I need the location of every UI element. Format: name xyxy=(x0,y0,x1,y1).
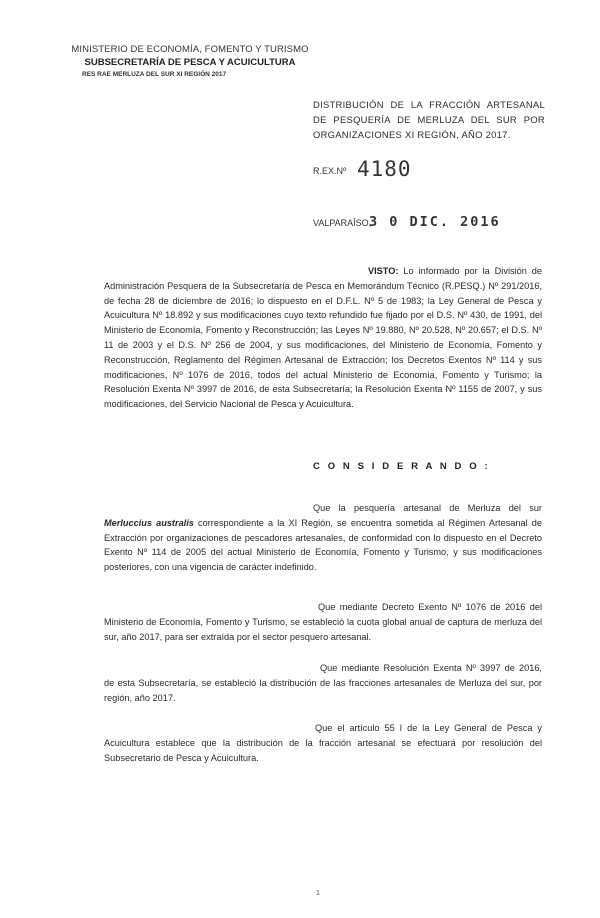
considerando-paragraph-1 xyxy=(104,501,542,575)
considerando-1-text: correspondiente a la XI Región, se encuentra sometida al Régimen Artesanal de Extracción por organizaciones de pescadores artesanales, de conformidad con lo dispuesto en el Decreto Exento Nº 114 de 2005 del actual Ministerio de Economía, Fomento y Turismo, y sus modificaciones posteriores, con una vigencia de carácter indefinido. xyxy=(104,517,542,573)
resolution-label: R.EX.Nº xyxy=(313,166,347,176)
considerando-paragraph-4 xyxy=(104,721,542,765)
considerando-3-text: de esta Subsecretaría, se estableció la distribución de las fracciones artesanales de Merluza del sur, por región, año 2017. xyxy=(104,677,542,703)
ministry-name: MINISTERIO DE ECONOMÍA, FOMENTO Y TURISMO xyxy=(71,44,309,55)
document-reference: RES RAE MERLUZA DEL SUR XI REGIÓN 2017 xyxy=(82,71,227,78)
considerando-4-text: Acuicultura establece que la distribución de la fracción artesanal se efectuará por resolución del Subsecretario de Pesca y Acuicultura. xyxy=(104,737,542,763)
page-number: 1 xyxy=(316,890,320,897)
letterhead xyxy=(60,44,320,78)
resolution-number: 4180 xyxy=(357,157,412,181)
visto-text: Lo informado por la División de Administración Pesquera de la Subsecretaría de Pesca en Memorándum Técnico (R.PESQ.) Nº 291/2016, de fecha 28 de diciembre de 2016; lo dispuesto en el D.F.L. Nº 5 de 1983; la Ley General de Pesca y Acuicultura Nº 18.892 y sus modificaciones cuyo texto refundido fue fijado por el D.S. Nº 430, de 1991, del Ministerio de Economía, Fomento y Reconstrucción; las Leyes Nº 19.880, Nº 20.528, Nº 20.657; el D.S. Nº 11 de 2003 y el D.S. Nº 256 de 2004, y sus modificaciones, del Ministerio de Economía, Fomento y Reconstrucción, Reglamento del Régimen Artesanal de Extracción; los Decretos Exentos Nº 114 y sus modificaciones, Nº 1076 de 2016, todos del actual Ministerio de Economía, Fomento y Turismo; la Resolución Exenta Nº 3997 de 2016, de esta Subsecretaría; la Resolución Exenta Nº 1155 de 2007, y sus modificaciones, del Servicio Nacional de Pesca y Acuicultura. xyxy=(104,266,543,410)
considerando-heading: C O N S I D E R A N D O : xyxy=(313,461,491,472)
considerando-paragraph-2 xyxy=(104,600,542,644)
resolution-number-line xyxy=(313,157,412,181)
considerando-1-lead: Que la pesquería artesanal de Merluza del sur xyxy=(313,503,542,513)
visto-paragraph xyxy=(104,264,542,412)
city-name: VALPARAÍSO, xyxy=(313,218,372,228)
issue-date-stamp: 3 0 DIC. 2016 xyxy=(369,214,501,230)
subsecretaria-name: SUBSECRETARÍA DE PESCA Y ACUICULTURA xyxy=(84,57,296,68)
place-date-line xyxy=(313,214,501,230)
considerando-paragraph-3 xyxy=(104,661,542,705)
document-subject: DISTRIBUCIÓN DE LA FRACCIÓN ARTESANAL DE PESQUERÍA DE MERLUZA DEL SUR POR ORGANIZACIONES XI REGIÓN, AÑO 2017. xyxy=(313,99,545,140)
considerando-4-lead: Que el artículo 55 I de la Ley General de Pesca y xyxy=(315,723,542,733)
considerando-2-lead: Que mediante Decreto Exento Nº 1076 de 2016 xyxy=(318,602,526,612)
considerando-2-text: del Ministerio de Economía, Fomento y Turismo, se estableció la cuota global anual de captura de merluza del sur, año 2017, para ser extraída por el sector pesquero artesanal. xyxy=(104,602,542,642)
considerando-3-lead: Que mediante Resolución Exenta Nº 3997 de 2016, xyxy=(320,663,542,673)
species-name: Merluccius australis xyxy=(104,517,194,528)
visto-label: VISTO: xyxy=(368,266,399,276)
